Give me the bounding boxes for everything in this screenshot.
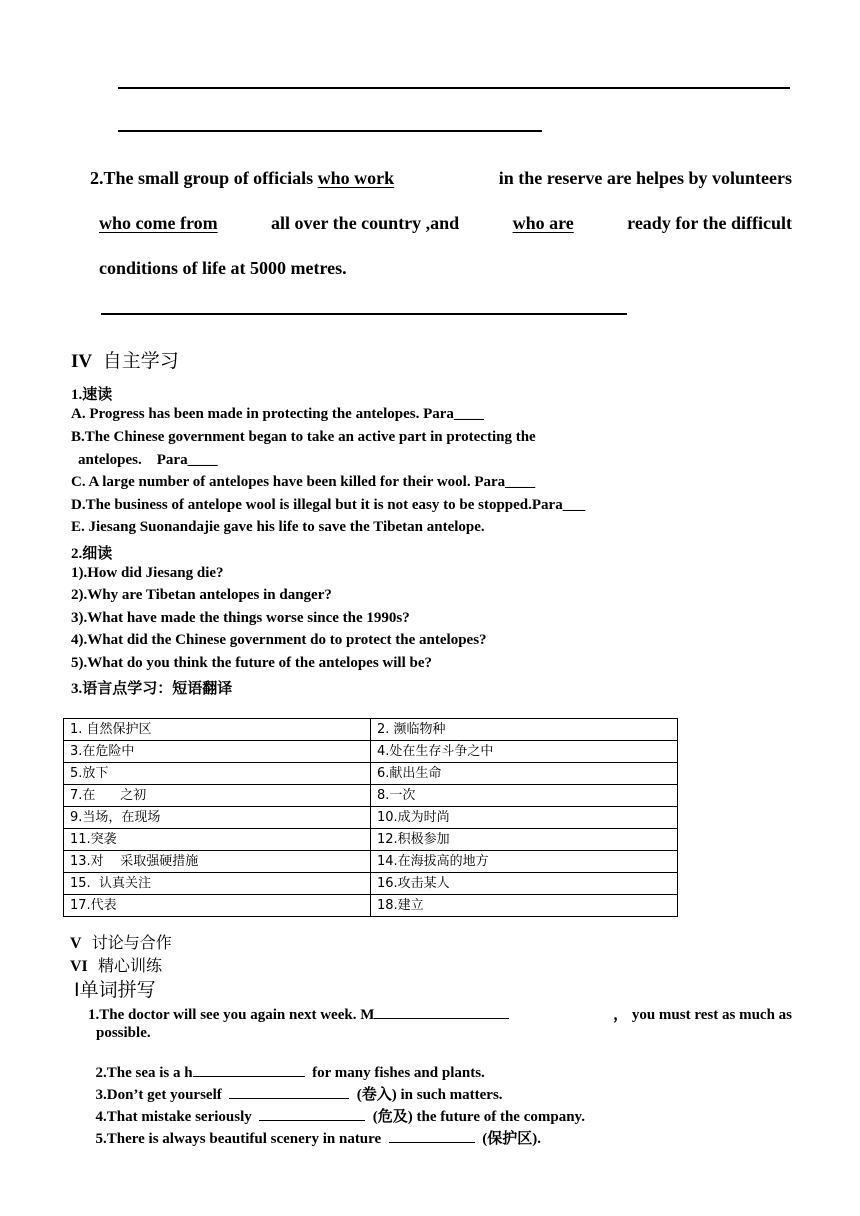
table-cell: 18.建立 [371,895,678,917]
table-row [64,719,678,741]
table-row [64,851,678,873]
table-cell: 11.突袭 [64,829,371,851]
spelling-item-3: 3.Don’t get yourself (卷入) in such matters. [88,1066,503,1104]
spelling-heading: Ⅰ单词拼写 [74,979,156,1001]
spelling-item-1: 1.The doctor will see you again next week. M ， you must rest as much as [88,1003,792,1024]
phrase-translation-heading: 3.语言点学习：短语翻译 [71,681,233,697]
table-cell: 9.当场，在现场 [64,807,371,829]
table-row [64,785,678,807]
skim-item-b: B.The Chinese government began to take an active part in protecting the [71,429,536,445]
table-row [64,741,678,763]
answer-line-2 [118,130,542,132]
spelling-blank-1[interactable] [374,1003,509,1019]
skim-item-b-cont: antelopes. Para____ [78,452,218,468]
skim-item-a: A. Progress has been made in protecting the antelopes. Para____ [71,406,484,422]
skim-item-d: D.The business of antelope wool is illegal but it is not easy to be stopped.Para___ [71,497,586,513]
skim-item-e: E. Jiesang Suonandajie gave his life to save the Tibetan antelope. [71,519,485,535]
detail-question-5: 5).What do you think the future of the antelopes will be? [71,655,432,671]
skim-heading: 1.速读 [71,387,113,403]
spelling-blank-5[interactable] [389,1127,475,1143]
section-5-heading: V 讨论与合作 [70,933,172,952]
underlined-who-are: who are [512,213,574,233]
table-cell: 6.献出生命 [371,763,678,785]
detail-question-2: 2).Why are Tibetan antelopes in danger? [71,587,332,603]
spelling-item-1-cont: possible. [96,1025,151,1041]
spelling-item-5: 5.There is always beautiful scenery in nature (保护区). [88,1110,541,1148]
table-cell: 7.在 之初 [64,785,371,807]
table-row [64,829,678,851]
sentence-2-line-2: who come from all over the country ,and who are ready for the difficult [99,213,792,233]
table-cell: 13.对 采取强硬措施 [64,851,371,873]
table-row [64,763,678,785]
table-cell: 10.成为时尚 [371,807,678,829]
underlined-who-come-from: who come from [99,213,218,233]
detail-question-4: 4).What did the Chinese government do to protect the antelopes? [71,632,487,648]
section-4-heading: IV 自主学习 [71,351,179,372]
answer-line-1 [118,87,790,89]
answer-line-3 [101,313,627,315]
table-cell: 2. 濒临物种 [371,719,678,741]
section-6-heading: VI 精心训练 [70,956,162,975]
table-row [64,873,678,895]
skim-item-c: C. A large number of antelopes have been killed for their wool. Para____ [71,474,536,490]
table-cell: 8.一次 [371,785,678,807]
phrase-table [63,718,678,917]
table-row [64,807,678,829]
sentence-2-line-1: 2.The small group of officials who work in the reserve are helpes by volunteers [90,168,792,188]
underlined-who-work: who work [317,168,395,188]
table-cell: 1. 自然保护区 [64,719,371,741]
table-cell: 5.放下 [64,763,371,785]
table-row [64,895,678,917]
spelling-item-2: 2.The sea is a h for many fishes and plants. [88,1044,485,1082]
table-cell: 17.代表 [64,895,371,917]
table-cell: 3.在危险中 [64,741,371,763]
detail-heading: 2.细读 [71,546,113,562]
table-cell: 12.积极参加 [371,829,678,851]
detail-question-3: 3).What have made the things worse since the 1990s? [71,610,410,626]
table-cell: 16.攻击某人 [371,873,678,895]
detail-question-1: 1).How did Jiesang die? [71,565,224,581]
sentence-2-line-3: conditions of life at 5000 metres. [99,258,347,278]
table-cell: 15. 认真关注 [64,873,371,895]
table-cell: 14.在海拔高的地方 [371,851,678,873]
table-cell: 4.处在生存斗争之中 [371,741,678,763]
spelling-item-4: 4.That mistake seriously (危及) the future of the company. [88,1088,585,1126]
